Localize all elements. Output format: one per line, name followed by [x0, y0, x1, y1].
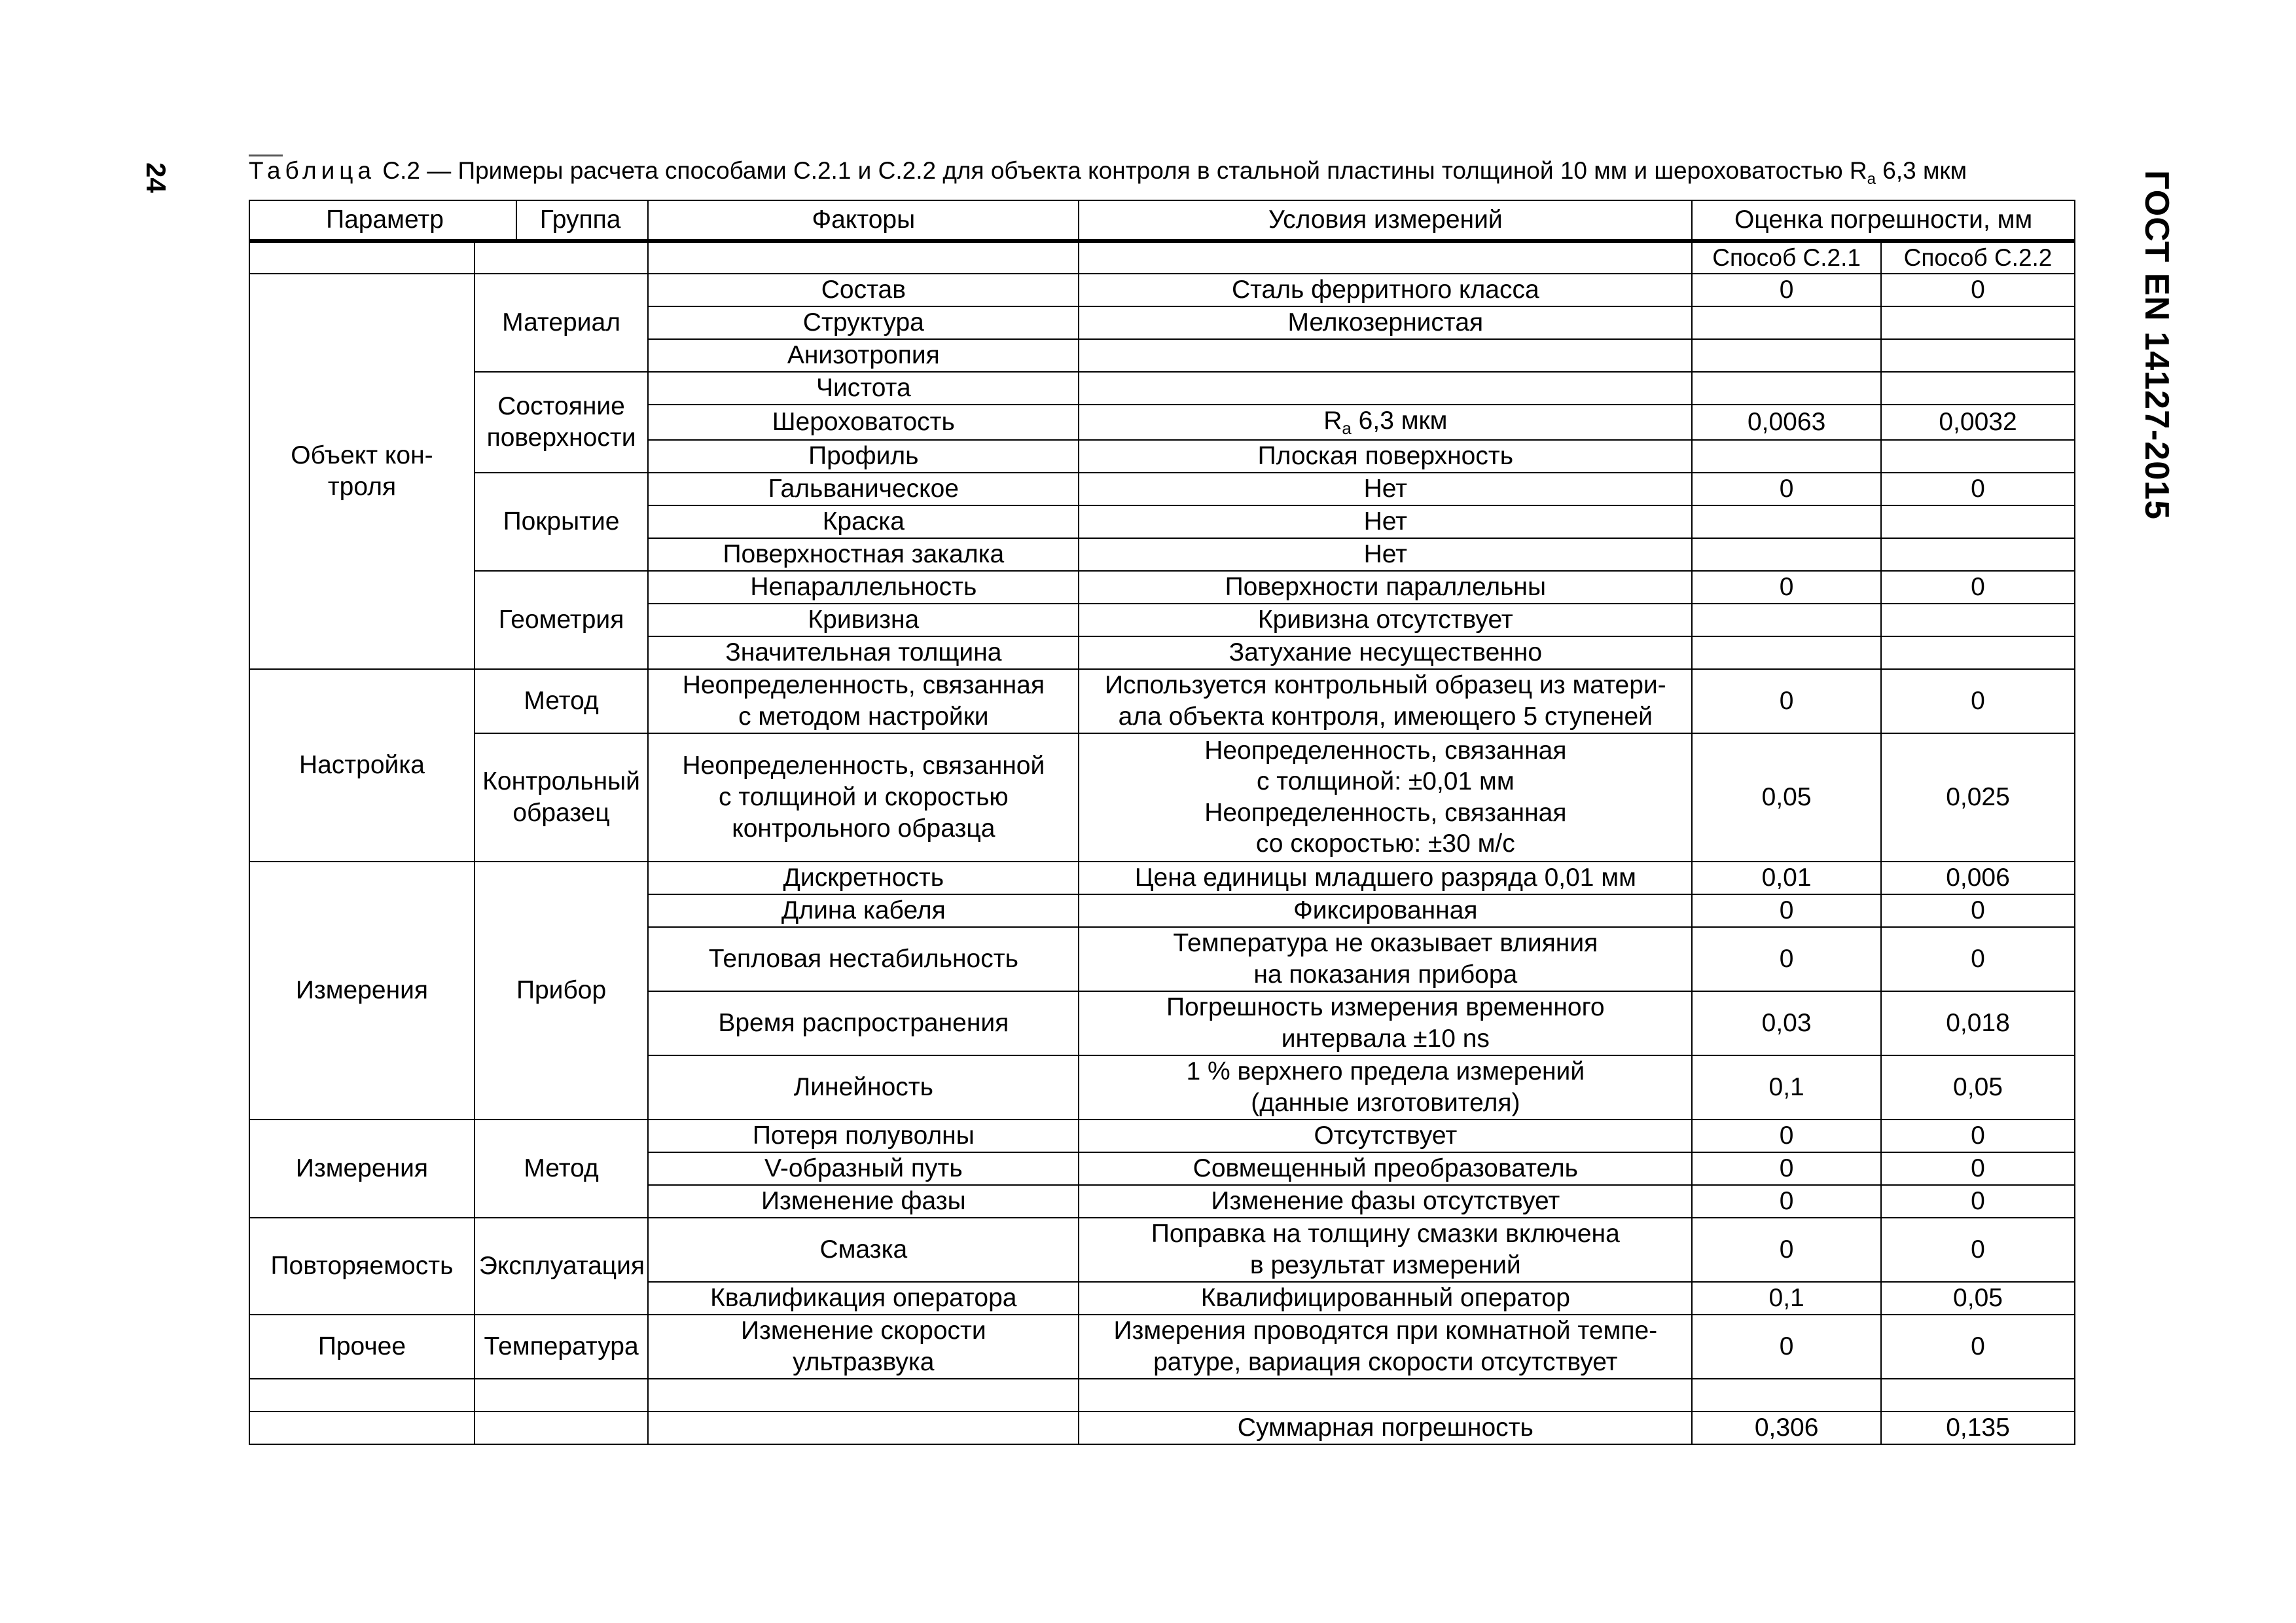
value-method-2 — [1881, 440, 2075, 473]
value-method-1: 0 — [1692, 1152, 1881, 1185]
group-reference-sample: Контрольный образец — [475, 733, 648, 862]
value-method-2 — [1881, 339, 2075, 372]
condition-cell: Поверхности параллельны — [1079, 571, 1692, 604]
condition-cell: Квалифицированный оператор — [1079, 1282, 1692, 1315]
factor-cell: Состав — [648, 274, 1079, 306]
table-row — [249, 274, 2075, 306]
table-row — [249, 733, 2075, 862]
group-method-setup: Метод — [475, 669, 648, 733]
value-method-2: 0 — [1881, 927, 2075, 991]
page-number: 24 — [141, 162, 171, 193]
total-method-2: 0,135 — [1881, 1412, 2075, 1444]
group-method-measurement: Метод — [475, 1120, 648, 1218]
factor-cell: Чистота — [648, 372, 1079, 405]
param-object: Объект кон- троля — [249, 274, 475, 669]
value-method-1: 0 — [1692, 1120, 1881, 1152]
condition-cell: Плоская поверхность — [1079, 440, 1692, 473]
value-method-2: 0,05 — [1881, 1282, 2075, 1315]
total-method-1: 0,306 — [1692, 1412, 1881, 1444]
value-method-1: 0 — [1692, 894, 1881, 927]
value-method-2: 0,05 — [1881, 1055, 2075, 1120]
value-method-1: 0,0063 — [1692, 405, 1881, 440]
value-method-1 — [1692, 505, 1881, 538]
value-method-1 — [1692, 339, 1881, 372]
value-method-2: 0 — [1881, 1120, 2075, 1152]
table-row — [249, 669, 2075, 733]
caption-text: С.2 — Примеры расчета способами С.2.1 и С.2.2 для объекта контроля в стальной пластины толщиной 10 мм и шероховатостью R — [382, 157, 1867, 184]
factor-cell: Шероховатость — [648, 405, 1079, 440]
condition-cell: Неопределенность, связанная с толщиной: ±0,01 мм Неопределенность, связанная со скоростью: ±30 м/с — [1079, 733, 1692, 862]
condition-cell — [1079, 405, 1692, 440]
param-measurements-1: Измерения — [249, 862, 475, 1120]
condition-cell: Цена единицы младшего разряда 0,01 мм — [1079, 862, 1692, 894]
factor-cell: Смазка — [648, 1218, 1079, 1282]
subheader-row — [249, 241, 2075, 274]
factor-cell: V-образный путь — [648, 1152, 1079, 1185]
value-method-1 — [1692, 306, 1881, 339]
group-surface: Состояние поверхности — [475, 372, 648, 473]
factor-cell: Неопределенность, связанная с методом настройки — [648, 669, 1079, 733]
caption-mark — [249, 155, 283, 156]
value-method-2: 0,0032 — [1881, 405, 2075, 440]
condition-cell: Используется контрольный образец из матери- ала объекта контроля, имеющего 5 ступеней — [1079, 669, 1692, 733]
group-geometry: Геометрия — [475, 571, 648, 669]
value-method-1: 0,03 — [1692, 991, 1881, 1055]
factor-cell: Длина кабеля — [648, 894, 1079, 927]
value-method-1: 0,1 — [1692, 1282, 1881, 1315]
value-method-1 — [1692, 372, 1881, 405]
factor-cell: Структура — [648, 306, 1079, 339]
calculation-table — [249, 200, 2075, 1445]
empty-row — [249, 1379, 2075, 1412]
condition-cell: Затухание несущественно — [1079, 636, 1692, 669]
condition-cell — [1079, 339, 1692, 372]
factor-cell: Краска — [648, 505, 1079, 538]
value-method-1: 0 — [1692, 1218, 1881, 1282]
group-coating: Покрытие — [475, 473, 648, 571]
factor-cell: Профиль — [648, 440, 1079, 473]
value-method-2: 0 — [1881, 894, 2075, 927]
factor-cell: Дискретность — [648, 862, 1079, 894]
factor-cell: Непараллельность — [648, 571, 1079, 604]
factor-cell: Гальваническое — [648, 473, 1079, 505]
factor-cell: Время распространения — [648, 991, 1079, 1055]
value-method-2: 0 — [1881, 473, 2075, 505]
factor-cell: Тепловая нестабильность — [648, 927, 1079, 991]
condition-cell: Сталь ферритного класса — [1079, 274, 1692, 306]
table-row — [249, 473, 2075, 505]
value-method-1 — [1692, 636, 1881, 669]
factor-cell: Потеря полуволны — [648, 1120, 1079, 1152]
group-operation: Эксплуатация — [475, 1218, 648, 1315]
caption-text-end: 6,3 мкм — [1875, 157, 1967, 184]
value-method-2 — [1881, 636, 2075, 669]
value-method-1: 0,1 — [1692, 1055, 1881, 1120]
value-method-1: 0 — [1692, 473, 1881, 505]
condition-roughness-value: 6,3 мкм — [1351, 407, 1448, 435]
caption-subscript: a — [1867, 170, 1876, 188]
header-param: Параметр — [254, 200, 517, 241]
factor-cell: Неопределенность, связанной с толщиной и скоростью контрольного образца — [648, 733, 1079, 862]
header-group: Группа — [539, 206, 621, 234]
table-row — [249, 1218, 2075, 1282]
condition-cell: Кривизна отсутствует — [1079, 604, 1692, 636]
value-method-1 — [1692, 538, 1881, 571]
header-param-group — [249, 200, 648, 241]
value-method-2: 0 — [1881, 1218, 2075, 1282]
header-estimate: Оценка погрешности, мм — [1692, 200, 2075, 241]
group-temperature: Температура — [475, 1315, 648, 1379]
value-method-1: 0 — [1692, 1185, 1881, 1218]
header-method-1: Способ С.2.1 — [1692, 241, 1881, 274]
table-row — [249, 571, 2075, 604]
factor-cell: Линейность — [648, 1055, 1079, 1120]
condition-cell: Погрешность измерения временного интервала ±10 ns — [1079, 991, 1692, 1055]
param-setup: Настройка — [249, 669, 475, 862]
value-method-1: 0,05 — [1692, 733, 1881, 862]
table-caption — [249, 157, 1967, 189]
condition-cell: Отсутствует — [1079, 1120, 1692, 1152]
value-method-2: 0,006 — [1881, 862, 2075, 894]
value-method-1: 0 — [1692, 274, 1881, 306]
value-method-1 — [1692, 440, 1881, 473]
value-method-2: 0,018 — [1881, 991, 2075, 1055]
header-factors: Факторы — [648, 200, 1079, 241]
param-measurements-2: Измерения — [249, 1120, 475, 1218]
param-repeatability: Повторяемость — [249, 1218, 475, 1315]
condition-cell: Мелкозернистая — [1079, 306, 1692, 339]
condition-cell: Изменение фазы отсутствует — [1079, 1185, 1692, 1218]
value-method-1: 0 — [1692, 927, 1881, 991]
value-method-2: 0 — [1881, 274, 2075, 306]
value-method-2: 0 — [1881, 1185, 2075, 1218]
value-method-2: 0 — [1881, 1152, 2075, 1185]
condition-cell: 1 % верхнего предела измерений (данные изготовителя) — [1079, 1055, 1692, 1120]
factor-cell: Кривизна — [648, 604, 1079, 636]
condition-cell: Нет — [1079, 505, 1692, 538]
value-method-1: 0,01 — [1692, 862, 1881, 894]
value-method-2 — [1881, 538, 2075, 571]
factor-cell: Изменение фазы — [648, 1185, 1079, 1218]
group-material: Материал — [475, 274, 648, 372]
value-method-1 — [1692, 604, 1881, 636]
value-method-2 — [1881, 604, 2075, 636]
document-code: ГОСТ EN 14127-2015 — [2138, 170, 2176, 520]
header-conditions: Условия измерений — [1079, 200, 1692, 241]
condition-cell: Фиксированная — [1079, 894, 1692, 927]
condition-roughness-subscript: a — [1342, 418, 1352, 438]
value-method-1: 0 — [1692, 571, 1881, 604]
caption-label: Таблица — [249, 157, 376, 184]
factor-cell: Анизотропия — [648, 339, 1079, 372]
table-row — [249, 1315, 2075, 1379]
value-method-2: 0,025 — [1881, 733, 2075, 862]
condition-cell: Нет — [1079, 538, 1692, 571]
factor-cell: Поверхностная закалка — [648, 538, 1079, 571]
condition-cell: Совмещенный преобразователь — [1079, 1152, 1692, 1185]
value-method-2: 0 — [1881, 1315, 2075, 1379]
factor-cell: Изменение скорости ультразвука — [648, 1315, 1079, 1379]
condition-cell: Измерения проводятся при комнатной темпе- ратуре, вариация скорости отсутствует — [1079, 1315, 1692, 1379]
value-method-2 — [1881, 306, 2075, 339]
group-device: Прибор — [475, 862, 648, 1120]
table-row — [249, 862, 2075, 894]
total-row — [249, 1412, 2075, 1444]
value-method-2 — [1881, 372, 2075, 405]
factor-cell: Значительная толщина — [648, 636, 1079, 669]
value-method-2: 0 — [1881, 571, 2075, 604]
value-method-2 — [1881, 505, 2075, 538]
condition-cell — [1079, 372, 1692, 405]
header-method-2: Способ С.2.2 — [1881, 241, 2075, 274]
condition-roughness-symbol: R — [1323, 407, 1342, 435]
condition-cell: Поправка на толщину смазки включена в результат измерений — [1079, 1218, 1692, 1282]
table-row — [249, 372, 2075, 405]
condition-cell: Нет — [1079, 473, 1692, 505]
value-method-1: 0 — [1692, 669, 1881, 733]
total-label: Суммарная погрешность — [1079, 1412, 1692, 1444]
value-method-2: 0 — [1881, 669, 2075, 733]
condition-cell: Температура не оказывает влияния на показания прибора — [1079, 927, 1692, 991]
value-method-1: 0 — [1692, 1315, 1881, 1379]
table-row — [249, 1120, 2075, 1152]
header-row — [249, 200, 2075, 241]
param-other: Прочее — [249, 1315, 475, 1379]
factor-cell: Квалификация оператора — [648, 1282, 1079, 1315]
